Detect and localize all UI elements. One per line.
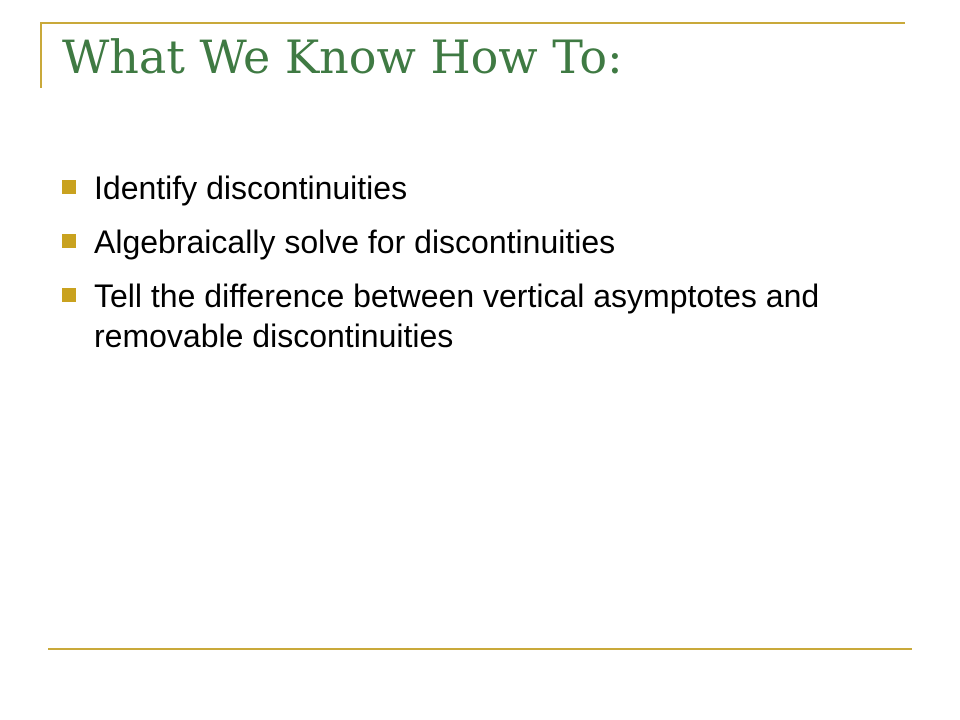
bullet-list xyxy=(62,168,902,370)
bullet-text: Algebraically solve for discontinuities xyxy=(94,224,616,260)
left-border-line xyxy=(40,22,42,88)
list-item xyxy=(62,222,902,262)
slide-title: What We Know How To: xyxy=(62,30,623,84)
top-border-line xyxy=(40,22,905,24)
bullet-text: Tell the difference between vertical asymptotes and removable discontinuities xyxy=(94,278,820,354)
list-item xyxy=(62,168,902,208)
square-bullet-icon xyxy=(62,234,76,248)
bullet-text: Identify discontinuities xyxy=(94,170,408,206)
square-bullet-icon xyxy=(62,288,76,302)
bottom-border-line xyxy=(48,648,912,650)
list-item xyxy=(62,276,902,356)
square-bullet-icon xyxy=(62,180,76,194)
